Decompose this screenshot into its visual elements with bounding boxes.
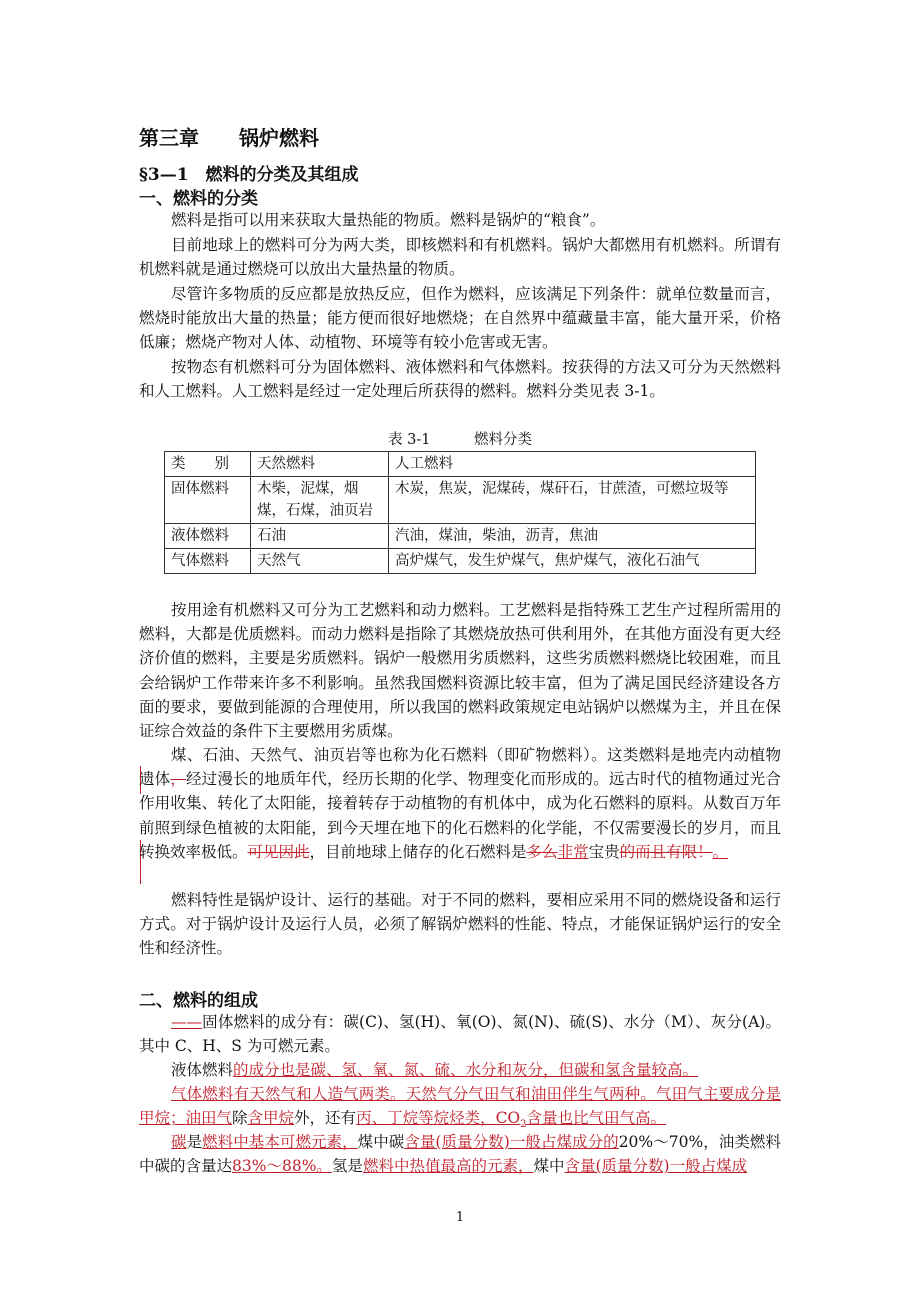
- deleted-text: ，: [170, 770, 186, 789]
- page-number: 1: [455, 1210, 465, 1225]
- text-run: 除: [232, 1109, 248, 1128]
- table-cell: 天然气: [251, 549, 389, 574]
- text-run: 经过漫长的地质年代，经历长期的化学、物理变化而形成的。远古时代的植物通过光合作用收集、转化了太阳能，接着转存于动植物的有机体中，成为化石燃料的原料。从数百万年前照到绿色植被的太阳能，到今天埋在地下的化石燃料的化学能，不仅需要漫长的岁月，而且转换效率极低。: [139, 770, 781, 861]
- text-run: 宝贵: [588, 842, 620, 861]
- inserted-text: [356, 1109, 667, 1131]
- inserted-text: 非常: [557, 842, 589, 861]
- text-run: 煤中碳: [357, 1133, 405, 1151]
- text-run: 液体燃料: [171, 1061, 234, 1079]
- table-header-cell: 天然燃料: [251, 452, 389, 477]
- subsection-title-classification: 一、燃料的分类: [139, 189, 258, 209]
- text-run: 含量也比气田气高。: [526, 1109, 667, 1128]
- paragraph-carbon-hydrogen: [139, 1130, 781, 1178]
- inserted-text: 煤成: [716, 1157, 748, 1176]
- table-row: [165, 477, 756, 524]
- text-run: ，目前地球上储存的化石燃料是: [309, 842, 527, 861]
- text-run: 是: [186, 1133, 203, 1151]
- table-cell: 固体燃料: [165, 477, 251, 524]
- table-row: [165, 549, 756, 574]
- table-row: [165, 524, 756, 549]
- inserted-text: 含量(质量分数)一般占煤成分的: [404, 1133, 619, 1151]
- paragraph-fossil-fuels: [139, 743, 781, 864]
- text-run: 20%～70%，油类燃料中碳的含量达: [139, 1133, 781, 1176]
- chapter-title: 第三章 锅炉燃料: [139, 126, 319, 150]
- inserted-text: 气体燃料有天然气和人造气两类。天然气分气田气和油田伴生气两种。气田气主要成分是甲烷；油田气: [139, 1085, 781, 1128]
- fuel-classification-table: [164, 451, 756, 574]
- paragraph-usage-classification: 按用途有机燃料又可分为工艺燃料和动力燃料。工艺燃料是指特殊工艺生产过程所需用的燃料，大都是优质燃料。而动力燃料是指除了其燃烧放热可供利用外，在其他方面没有更大经济价值的燃料，主要是劣质燃料。锅炉一般燃用劣质燃料，这些劣质燃料燃烧比较困难，而且会给锅炉工作带来许多不利影响。虽然我国燃料资源比较丰富，但为了满足国民经济建设各方面的要求，要做到能源的合理使用，所以我国的燃料政策规定电站锅炉以燃煤为主，并且在保证综合效益的条件下主要燃用劣质煤。: [139, 601, 781, 741]
- inserted-text: 83%～88%。: [232, 1157, 332, 1176]
- paragraph-fuel-definition: 燃料是指可以用来获取大量热能的物质。燃料是锅炉的“粮食”。: [171, 211, 606, 229]
- subsection-title-composition: 二、燃料的组成: [139, 991, 258, 1011]
- section-title: §3—1 燃料的分类及其组成: [139, 165, 359, 185]
- table-cell: 汽油，煤油，柴油，沥青，焦油: [389, 524, 756, 549]
- paragraph-fuel-conditions: 尽管许多物质的反应都是放热反应，但作为燃料，应该满足下列条件：就单位数量而言，燃烧时能放出大量的热量；能方便而很好地燃烧；在自然界中蕴藏量丰富，能大量开采，价格低廉；燃烧产物对人体、动植物、环境等有较小危害或无害。: [139, 285, 781, 352]
- inserted-text: 碳: [171, 1133, 187, 1151]
- table-cell: 木炭，焦炭，泥煤砖，煤矸石，甘蔗渣，可燃垃圾等: [389, 477, 756, 524]
- text-run: 煤中: [533, 1157, 565, 1176]
- table-cell: 高炉煤气，发生炉煤气，焦炉煤气，液化石油气: [389, 549, 756, 574]
- inserted-text: 的成分也是碳、氢、氧、氮、硫、水分和灰分，但碳和氢含量较高。: [233, 1061, 699, 1079]
- text-run: 煤、石油、天然气、油页岩等也称为化石燃料（即矿物燃料）。这类燃料是地壳内动植物遗体: [139, 746, 781, 789]
- inserted-text: 燃料: [362, 1157, 394, 1176]
- text-run: 丙、丁烷等烷烃类，CO: [356, 1109, 521, 1128]
- text-run: 外，还有: [294, 1109, 357, 1128]
- paragraph-liquid-fuel: [139, 1058, 781, 1082]
- paragraph-fuel-characteristics: 燃料特性是锅炉设计、运行的基础。对于不同的燃料，要相应采用不同的燃烧设备和运行方式。对于锅炉设计及运行人员，必须了解锅炉燃料的性能、特点，才能保证锅炉运行的安全性和经济性。: [139, 891, 781, 958]
- inserted-text: 燃料: [202, 1133, 234, 1151]
- inserted-text: 含量(质量分数)一般占: [564, 1157, 717, 1176]
- deleted-text: 可见因此: [247, 842, 310, 861]
- table-header-row: [165, 452, 756, 477]
- table-cell: 气体燃料: [165, 549, 251, 574]
- deleted-text: 多么: [526, 842, 558, 861]
- table-cell: 木柴，泥煤，烟煤，石煤，油页岩: [251, 477, 389, 524]
- paragraph-fuel-types: 目前地球上的燃料可分为两大类，即核燃料和有机燃料。锅炉大都燃用有机燃料。所谓有机燃料就是通过燃烧可以放出大量热量的物质。: [139, 236, 781, 279]
- inserted-text: 中基本可燃元素，: [233, 1133, 358, 1151]
- table-header-cell: 人工燃料: [389, 452, 756, 477]
- inserted-text: 。: [712, 842, 729, 861]
- paragraph-solid-fuel-composition: [139, 1010, 781, 1058]
- inserted-text: ——: [171, 1013, 202, 1031]
- deleted-text: 的而且有限！: [619, 842, 713, 861]
- paragraph-physical-state: 按物态有机燃料可分为固体燃料、液体燃料和气体燃料。按获得的方法又可分为天然燃料和人工燃料。人工燃料是经过一定处理后所获得的燃料。燃料分类见表 3-1。: [139, 358, 781, 401]
- text-run: 固体燃料的成分有：碳(C)、氢(H)、氧(O)、氮(N)、硫(S)、水分（M）、灰分(A)。其中 C、H、S 为可燃元素。: [139, 1013, 781, 1056]
- table-caption: 表 3-1 燃料分类: [388, 432, 532, 448]
- table-cell: 石油: [251, 524, 389, 549]
- table-header-cell: 类 别: [165, 452, 251, 477]
- text-run: 氢是: [331, 1157, 363, 1176]
- table-cell: 液体燃料: [165, 524, 251, 549]
- subscript: 2: [520, 1119, 527, 1131]
- inserted-text: 中热值最高的元素，: [393, 1157, 534, 1176]
- inserted-text: 含甲烷: [247, 1109, 295, 1128]
